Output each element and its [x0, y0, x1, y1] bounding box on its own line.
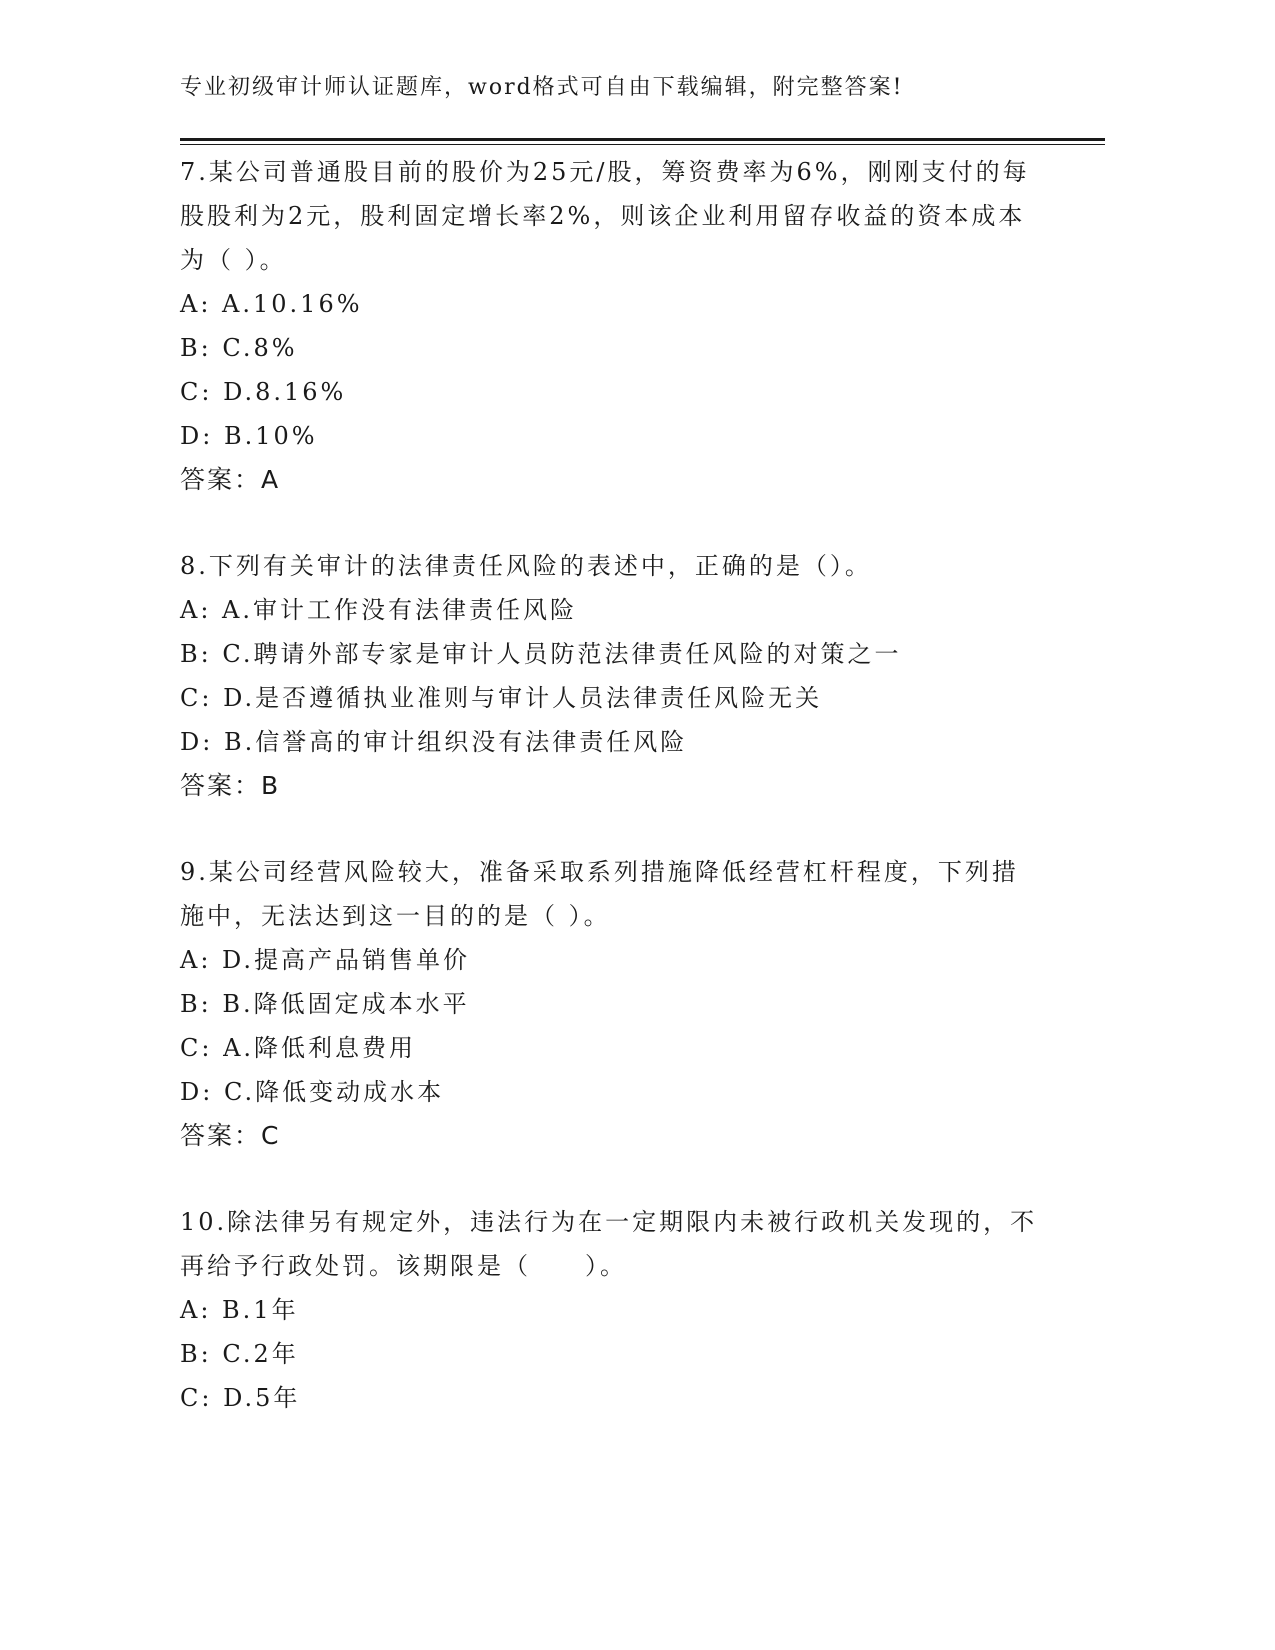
option-d: D: B.10% — [180, 422, 318, 450]
option-d: D: C.降低变动成水本 — [180, 1078, 445, 1106]
option-c: C: A.降低利息费用 — [180, 1034, 417, 1062]
option-c: C: D.8.16% — [180, 378, 347, 406]
question-list — [180, 150, 1040, 1462]
question-10 — [180, 1200, 1040, 1420]
header-rule-thick — [180, 138, 1105, 141]
option-a: A: B.1年 — [180, 1296, 299, 1324]
question-7 — [180, 150, 1040, 502]
option-b: B: B.降低固定成本水平 — [180, 990, 470, 1018]
question-stem: 9.某公司经营风险较大，准备采取系列措施降低经营杠杆程度，下列措施中，无法达到这一目的的是（ ）。 — [180, 858, 1019, 930]
option-b: B: C.聘请外部专家是审计人员防范法律责任风险的对策之一 — [180, 640, 902, 668]
option-a: A: A.审计工作没有法律责任风险 — [180, 596, 578, 624]
answer-text: 答案：A — [180, 465, 281, 494]
question-stem: 7.某公司普通股目前的股价为25元/股，筹资费率为6%，刚刚支付的每股股利为2元，股利固定增长率2%，则该企业利用留存收益的资本成本为（ ）。 — [180, 158, 1030, 274]
answer-text: 答案：B — [180, 771, 281, 800]
question-stem: 10.除法律另有规定外，违法行为在一定期限内未被行政机关发现的，不再给予行政处罚。该期限是（ ）。 — [180, 1208, 1038, 1280]
option-a: A: D.提高产品销售单价 — [180, 946, 471, 974]
option-a: A: A.10.16% — [180, 290, 363, 318]
question-stem: 8.下列有关审计的法律责任风险的表述中，正确的是（）。 — [180, 552, 872, 580]
option-b: B: C.8% — [180, 334, 298, 362]
option-b: B: C.2年 — [180, 1340, 299, 1368]
question-9 — [180, 850, 1040, 1158]
option-d: D: B.信誉高的审计组织没有法律责任风险 — [180, 728, 688, 756]
option-c: C: D.5年 — [180, 1384, 301, 1412]
page-header: 专业初级审计师认证题库，word格式可自由下载编辑，附完整答案! — [180, 75, 904, 100]
question-8 — [180, 544, 1040, 808]
answer-text: 答案：C — [180, 1121, 281, 1150]
option-c: C: D.是否遵循执业准则与审计人员法律责任风险无关 — [180, 684, 823, 712]
header-rule-thin — [180, 144, 1105, 145]
